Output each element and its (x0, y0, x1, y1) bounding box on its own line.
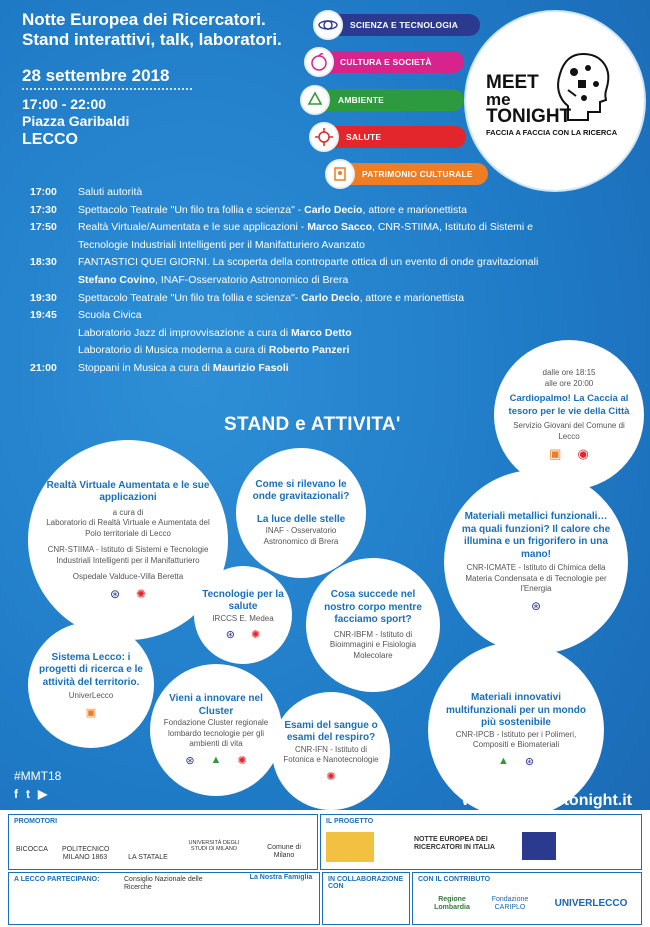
schedule-speaker: Marco Detto (291, 326, 352, 339)
event-date: 28 settembre 2018 (22, 66, 170, 85)
logo-meet: MEET (486, 72, 539, 93)
schedule-text: Saluti autorità (78, 186, 143, 198)
science-icon: ⊛ (225, 629, 235, 642)
regione-lombardia-logo: Regione Lombardia (434, 896, 470, 911)
culture-icon: ◉ (577, 446, 589, 461)
logo-tonight: TONIGHT (486, 106, 572, 127)
youtube-icon[interactable]: ▶ (38, 787, 48, 801)
bubble-title: Vieni a innovare nel Cluster (169, 693, 263, 717)
website-link[interactable]: www.meetmetonight.it (461, 792, 632, 809)
eu-flag-icon (522, 832, 556, 860)
meet-me-tonight-logo (466, 12, 644, 190)
bubble-desc: CNR-IBFM - Istituto di Bioimmagini e Fisiologia Molecolare (329, 629, 417, 660)
bubble-hours-end: alle ore 20:00 (544, 378, 594, 388)
schedule-text: Spettacolo Teatrale "Un filo tra follia e scienza"- (78, 291, 302, 304)
schedule-row (30, 290, 590, 308)
progetto-label: IL PROGETTO (326, 818, 374, 825)
schedule-text: Tecnologie Industriali Intelligenti per il Manifatturiero Avanzato (78, 238, 365, 251)
bubble-sistema-lecco (28, 622, 154, 748)
environment-icon (300, 85, 330, 115)
bicocca-logo: BICOCCA (16, 846, 48, 853)
cariplo-logo: Fondazione CARIPLO (491, 896, 529, 911)
schedule-speaker: Roberto Panzeri (268, 344, 350, 357)
partecipano-label: A LECCO PARTECIPANO: (14, 876, 100, 883)
schedule-speaker: Carlo Decio (301, 291, 360, 304)
schedule-text: Laboratorio di Musica moderna a cura di (78, 344, 269, 357)
eu-cultural-logo (326, 832, 374, 862)
schedule-row (30, 254, 590, 272)
contributo-label: CON IL CONTRIBUTO (418, 876, 491, 883)
bubble-desc: INAF - Osservatorio Astronomico di Brera (263, 526, 339, 546)
date-divider (22, 88, 192, 90)
environment-icon: ▲ (210, 753, 222, 766)
schedule-text: Realtà Virtuale/Aumentata e le sue applicazioni - (78, 221, 308, 234)
schedule-speaker: Carlo Decio (304, 203, 363, 216)
event-city: LECCO (22, 131, 78, 148)
bubble-desc: CNR-ICMATE - Istituto di Chimica della Materia Condensata e di Tecnologie per l'Energia (465, 563, 607, 594)
bubble-title: Materiali innovativi multifunzionali per un mondo più sostenibile (446, 692, 586, 729)
schedule-row (30, 202, 590, 220)
schedule-time (30, 272, 78, 290)
sponsors-footer (0, 810, 650, 927)
schedule-time: 17:30 (30, 203, 57, 216)
schedule-row (30, 219, 590, 237)
schedule-row (30, 307, 590, 325)
schedule-text: FANTASTICI QUEI GIORNI. La scoperta della controparte ottica di un evento di onde gravitazionali (78, 256, 539, 269)
schedule-time (30, 325, 78, 343)
bubble-gravitational-waves (236, 448, 366, 578)
schedule-time: 19:30 (30, 291, 57, 304)
stand-section-title: STAND e ATTIVITA' (224, 414, 401, 435)
bubble-subtitle: La luce delle stelle (256, 513, 346, 525)
bubble-sport (306, 558, 440, 692)
bubble-desc: CNR-IFN - Istituto di Fotonica e Nanotecnologie (283, 744, 379, 764)
notte-europea-logo: NOTTE EUROPEA DEI RICERCATORI IN ITALIA (414, 836, 495, 851)
facebook-icon[interactable]: f (14, 787, 18, 801)
science-icon: ⊛ (530, 598, 542, 613)
bubble-blood-tests (272, 692, 390, 810)
bubble-desc: CNR-IPCB - Istituto per i Polimeri, Compositi e Biomateriali (455, 729, 577, 750)
science-icon: ⊛ (109, 586, 120, 601)
comune-logo: Comune di Milano (267, 844, 301, 859)
schedule-time: 17:50 (30, 221, 57, 234)
hashtag: #MMT18 (14, 769, 62, 783)
unimi-logo: UNIVERSITÀ DEGLI STUDI DI MILANO (188, 840, 240, 852)
title-line-2: Stand interattivi, talk, laboratori. (22, 30, 282, 49)
bubble-desc: UniverLecco (68, 691, 114, 700)
bubble-desc: Servizio Giovani del Comune di Lecco (513, 421, 625, 441)
polimi-logo: POLITECNICO MILANO 1863 (62, 846, 110, 861)
theme-health: SALUTE (330, 126, 466, 148)
logo-tagline: FACCIA A FACCIA CON LA RICERCA (486, 128, 618, 137)
head-icon (554, 50, 612, 122)
schedule-text: , CNR-STIIMA, Istituto di Sistemi e (371, 221, 534, 234)
bubble-desc: CNR-STIIMA - Istituto di Sistemi e Tecnologie Industriali Intelligenti per il Manifatturiero (47, 545, 209, 565)
science-icon (313, 10, 343, 40)
schedule-row (30, 272, 590, 290)
bubble-health-tech (194, 566, 292, 664)
bubble-title: Come si rilevano le onde gravitazionali? (252, 478, 350, 503)
schedule-text: Stoppani in Musica a cura di (78, 361, 213, 374)
schedule (30, 184, 590, 378)
event-place: Piazza Garibaldi (22, 113, 130, 129)
logo-me: me (486, 90, 511, 109)
theme-environment: AMBIENTE (322, 89, 464, 111)
bubble-desc: a cura di (112, 507, 144, 517)
heritage-icon: ▣ (85, 706, 97, 719)
bubble-metallic-materials (444, 470, 628, 654)
bubble-desc: Laboratorio di Realtà Virtuale e Aumentata del Polo territoriale di Lecco (46, 518, 210, 538)
event-time: 17:00 - 22:00 (22, 96, 107, 112)
health-icon: ✺ (326, 770, 336, 783)
schedule-text: Spettacolo Teatrale "Un filo tra follia e scienza" - (78, 203, 305, 216)
bubble-hours-start: dalle ore 18:15 (542, 368, 596, 377)
schedule-time: 17:00 (30, 186, 57, 198)
health-icon: ✺ (251, 629, 261, 642)
event-title (22, 10, 302, 50)
cnr-logo: Consiglio Nazionale delle Ricerche (124, 876, 203, 891)
science-icon: ⊛ (185, 754, 195, 767)
promotori-label: PROMOTORI (14, 818, 58, 825)
schedule-row (30, 184, 590, 202)
collaborazione-label: IN COLLABORAZIONE CON (328, 876, 404, 890)
bubble-cluster (150, 664, 282, 796)
famiglia-logo: La Nostra Famiglia (249, 874, 313, 881)
theme-heritage: PATRIMONIO CULTURALE (346, 163, 488, 185)
schedule-speaker: Maurizio Fasoli (212, 361, 289, 374)
schedule-row (30, 342, 590, 360)
univerlecco-logo: UNIVERLECCO (554, 898, 628, 909)
schedule-time (30, 237, 78, 255)
bubble-desc: Fondazione Cluster regionale lombardo tecnologie per gli ambienti di vita (163, 718, 269, 749)
schedule-row (30, 325, 590, 343)
schedule-text: , INAF-Osservatorio Astronomico di Brera (155, 273, 349, 286)
health-icon (309, 122, 339, 152)
bubble-title: Cosa succede nel nostro corpo mentre facciamo sport? (324, 589, 422, 625)
schedule-text: Scuola Civica (78, 309, 142, 322)
environment-icon: ▲ (497, 754, 509, 767)
schedule-time: 18:30 (30, 256, 57, 269)
science-icon: ⊛ (524, 755, 535, 768)
theme-culture: CULTURA E SOCIETÀ (324, 51, 464, 73)
bubble-title: Realtà Virtuale Aumentata e le sue applicazioni (46, 479, 210, 503)
schedule-time (30, 342, 78, 360)
health-icon: ✺ (237, 754, 247, 767)
schedule-time: 21:00 (30, 361, 57, 374)
bubble-title: Materiali metallici funzionali… ma quali funzioni? Il calore che illumina e un frigorifero in una mano! (461, 511, 611, 560)
bubble-title: Sistema Lecco: i progetti di ricerca e le attività del territorio. (39, 651, 143, 688)
health-icon: ✺ (136, 586, 147, 601)
bubble-cardiopalmo (494, 340, 644, 490)
schedule-text: Laboratorio Jazz di improvvisazione a cura di (78, 326, 292, 339)
heritage-icon: ▣ (549, 446, 562, 461)
twitter-icon[interactable]: t (26, 787, 30, 801)
bubble-title: Cardiopalmo! La Caccia al tesoro per le vie della Città (508, 393, 630, 417)
schedule-row (30, 237, 590, 255)
bubble-title: Tecnologie per la salute (202, 588, 284, 613)
schedule-text: , attore e marionettista (359, 291, 465, 304)
title-line-1: Notte Europea dei Ricercatori. (22, 10, 266, 29)
bubble-title: Esami del sangue o esami del respiro? (284, 719, 378, 743)
statale-logo: LA STATALE (128, 854, 168, 861)
schedule-time: 19:45 (30, 309, 57, 322)
bubble-desc: IRCCS E. Medea (212, 613, 274, 623)
culture-icon (304, 47, 334, 77)
bubble-desc: Ospedale Valduce-Villa Beretta (72, 572, 184, 581)
schedule-speaker: Stefano Covino (78, 273, 156, 286)
schedule-text: , attore e marionettista (362, 203, 467, 216)
theme-science: SCIENZA E TECNOLOGIA (334, 14, 480, 36)
schedule-speaker: Marco Sacco (307, 221, 372, 234)
social-links (14, 787, 47, 801)
